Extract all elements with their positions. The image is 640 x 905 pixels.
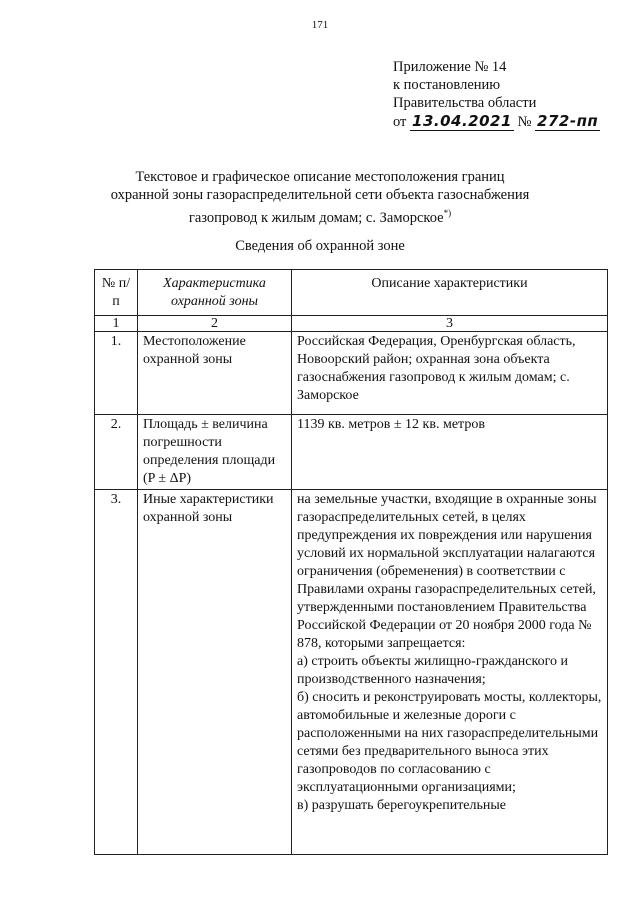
row-number: 1. <box>95 332 138 415</box>
prohibition-item: в) разрушать берегоукрепительные <box>297 798 507 813</box>
row-number: 2. <box>95 415 138 490</box>
page-number: 171 <box>311 19 329 31</box>
title-line <box>80 204 560 227</box>
zone-info-table <box>94 269 608 855</box>
row-number: 3. <box>95 490 138 855</box>
section-subtitle: Сведения об охранной зоне <box>235 238 405 254</box>
column-number: 1 <box>95 316 138 332</box>
appendix-line: Правительства области <box>393 95 537 111</box>
document-title <box>80 168 560 227</box>
footnote-mark: *) <box>443 208 452 218</box>
description-text: на земельные участки, входящие в охранные зоны газораспределительных сетей, в целях предупреждения их повреждения или нарушения условий их нормальной эксплуатации налагаются ограничения (обременения) в соответствии с Правилами охраны газораспределительных сетей, утвержденными постановлением Правительства Российской Федерации от 20 ноября 2000 года № 878, которыми запрещается: <box>297 492 597 651</box>
header-cell: № п/п <box>95 270 138 316</box>
appendix-line: Приложение № 14 <box>393 59 507 75</box>
appendix-date-line <box>393 112 600 131</box>
table-row <box>95 332 608 415</box>
title-line: охранной зоны газораспределительной сети объекта газоснабжения <box>110 187 530 203</box>
row-characteristic: Иные характеристики охранной зоны <box>138 490 292 855</box>
prohibition-item: б) сносить и реконструировать мосты, коллекторы, автомобильные и железные дороги с расположенными на них газораспределительными сетями без предварительного выноса этих газопроводов по согласованию с эксплуатационными организациями; <box>297 690 602 795</box>
title-line-text: газопровод к жилым домам; с. Заморское <box>188 209 444 226</box>
table-header-row <box>95 270 608 316</box>
header-cell: Описание характеристики <box>292 270 608 316</box>
title-line: Текстовое и графическое описание местоположения границ <box>135 169 505 185</box>
row-description: 1139 кв. метров ± 12 кв. метров <box>292 415 608 490</box>
appendix-header <box>393 58 600 131</box>
row-characteristic: Площадь ± величина погрешности определения площади (P ± ΔP) <box>138 415 292 490</box>
date-prefix: от <box>393 114 407 130</box>
column-number: 2 <box>138 316 292 332</box>
appendix-line: к постановлению <box>393 77 501 93</box>
handwritten-number: 272-пп <box>537 112 599 130</box>
header-cell: Характеристика охранной зоны <box>138 270 292 316</box>
table-row <box>95 415 608 490</box>
prohibition-item: а) строить объекты жилищно-гражданского и производственного назначения; <box>297 654 568 687</box>
row-description: Российская Федерация, Оренбургская область, Новоорский район; охранная зона объекта газоснабжения газопровод к жилым домам; с. Заморское <box>292 332 608 415</box>
handwritten-date: 13.04.2021 <box>412 112 512 130</box>
row-characteristic: Местоположение охранной зоны <box>138 332 292 415</box>
row-description <box>292 490 608 855</box>
number-prefix: № <box>517 114 532 130</box>
column-number: 3 <box>292 316 608 332</box>
column-number-row <box>95 316 608 332</box>
table-row <box>95 490 608 855</box>
